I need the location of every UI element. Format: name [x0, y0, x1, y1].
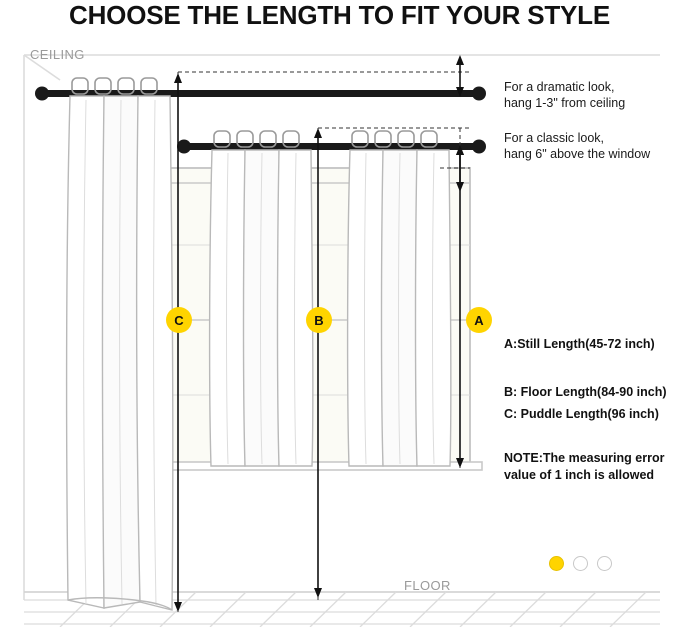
curtain-sill-a: [348, 131, 451, 466]
callout-classic-line1: For a classic look,: [504, 131, 605, 145]
curtain-puddle-c: [67, 78, 173, 610]
pagination-dot-3[interactable]: [597, 556, 612, 571]
ceiling-label: CEILING: [30, 47, 85, 62]
pagination-dots[interactable]: [549, 556, 612, 571]
pagination-dot-1[interactable]: [549, 556, 564, 571]
legend-item-a: A:Still Length(45-72 inch): [504, 337, 655, 351]
page-title: CHOOSE THE LENGTH TO FIT YOUR STYLE: [69, 0, 610, 30]
callout-dramatic-line2: hang 1-3" from ceiling: [504, 96, 626, 110]
note-line2: value of 1 inch is allowed: [504, 468, 655, 482]
callout-classic-line2: hang 6" above the window: [504, 147, 651, 161]
floor-label: FLOOR: [404, 578, 451, 593]
legend-item-c: C: Puddle Length(96 inch): [504, 407, 659, 421]
pagination-dot-2[interactable]: [573, 556, 588, 571]
note-line1: NOTE:The measuring error: [504, 451, 665, 465]
badge-a: A: [466, 307, 492, 333]
badge-c: C: [166, 307, 192, 333]
badge-b: B: [306, 307, 332, 333]
callout-dramatic-line1: For a dramatic look,: [504, 80, 615, 94]
curtain-floor-b: [210, 131, 313, 466]
legend-item-b: B: Floor Length(84-90 inch): [504, 385, 667, 399]
